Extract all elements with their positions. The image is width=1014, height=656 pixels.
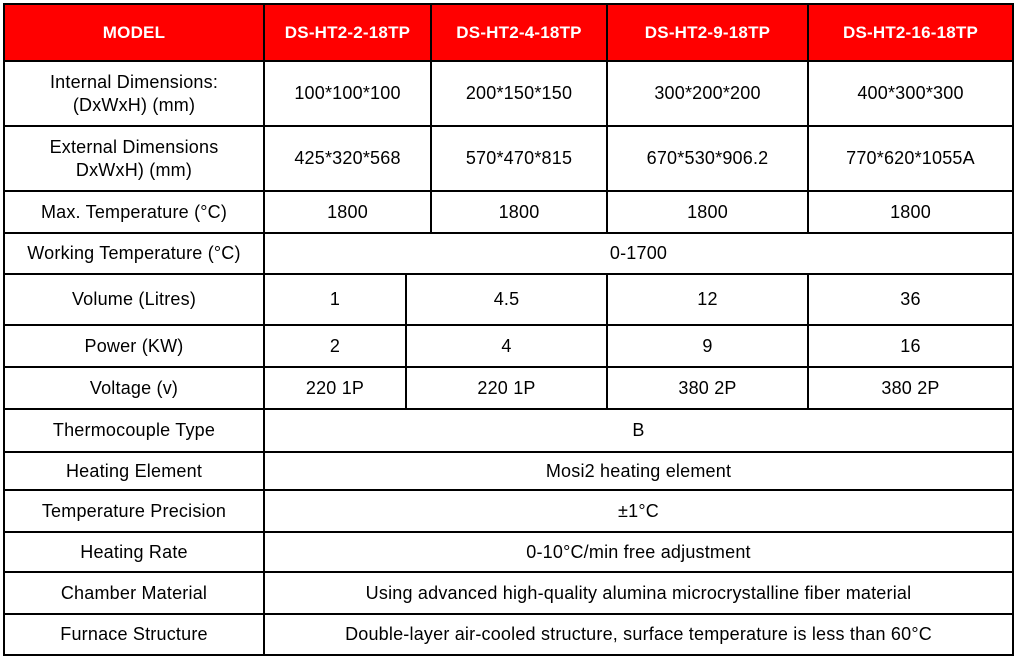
cell-value: B [264,409,1013,452]
cell-value: 0-1700 [264,233,1013,274]
table-row-furnace-structure [4,614,1013,655]
cell-value: 400*300*300 [808,61,1013,126]
header-model-4: DS-HT2-16-18TP [808,4,1013,61]
cell-value: 300*200*200 [607,61,808,126]
table-row-voltage [4,367,1013,409]
cell-value: 570*470*815 [431,126,607,191]
cell-value: 770*620*1055A [808,126,1013,191]
row-label: Volume (Litres) [4,274,264,325]
cell-value: 220 1P [264,367,406,409]
row-label: Heating Rate [4,532,264,572]
label-line-2: DxWxH) (mm) [75,159,193,180]
row-label: Chamber Material [4,572,264,614]
spec-table [3,3,1014,656]
cell-value: 1800 [264,191,431,233]
table-row-heating-rate [4,532,1013,572]
row-label: Max. Temperature (°C) [4,191,264,233]
table-header-row [4,4,1013,61]
header-model-3: DS-HT2-9-18TP [607,4,808,61]
table-row-heating-element [4,452,1013,490]
table-row-temperature-precision [4,490,1013,532]
cell-value: 12 [607,274,808,325]
label-line-2: (DxWxH) (mm) [72,94,196,115]
table-row-thermocouple [4,409,1013,452]
header-model-1: DS-HT2-2-18TP [264,4,431,61]
table-row-working-temperature [4,233,1013,274]
table-row-chamber-material [4,572,1013,614]
cell-value: ±1°C [264,490,1013,532]
header-model: MODEL [4,4,264,61]
cell-value: 36 [808,274,1013,325]
table-row-external-dimensions [4,126,1013,191]
cell-value: 670*530*906.2 [607,126,808,191]
header-model-2: DS-HT2-4-18TP [431,4,607,61]
table-row-power [4,325,1013,367]
cell-value: Using advanced high-quality alumina microcrystalline fiber material [264,572,1013,614]
row-label: Furnace Structure [4,614,264,655]
row-label: Thermocouple Type [4,409,264,452]
cell-value: 16 [808,325,1013,367]
label-line-1: External Dimensions [49,136,219,157]
cell-value: 425*320*568 [264,126,431,191]
row-label [4,126,264,191]
cell-value: 1 [264,274,406,325]
cell-value: 200*150*150 [431,61,607,126]
cell-value: 0-10°C/min free adjustment [264,532,1013,572]
cell-value: Mosi2 heating element [264,452,1013,490]
table-row-max-temperature [4,191,1013,233]
cell-value: 380 2P [808,367,1013,409]
row-label: Temperature Precision [4,490,264,532]
cell-value: 100*100*100 [264,61,431,126]
table-row-internal-dimensions [4,61,1013,126]
cell-value: 1800 [607,191,808,233]
table-row-volume [4,274,1013,325]
cell-value: 1800 [431,191,607,233]
cell-value: 2 [264,325,406,367]
label-line-1: Internal Dimensions: [49,71,219,92]
row-label: Working Temperature (°C) [4,233,264,274]
cell-value: 9 [607,325,808,367]
row-label: Heating Element [4,452,264,490]
row-label: Power (KW) [4,325,264,367]
cell-value: 380 2P [607,367,808,409]
cell-value: 220 1P [406,367,607,409]
cell-value: 4 [406,325,607,367]
row-label: Voltage (v) [4,367,264,409]
cell-value: 4.5 [406,274,607,325]
cell-value: 1800 [808,191,1013,233]
cell-value: Double-layer air-cooled structure, surface temperature is less than 60°C [264,614,1013,655]
row-label [4,61,264,126]
